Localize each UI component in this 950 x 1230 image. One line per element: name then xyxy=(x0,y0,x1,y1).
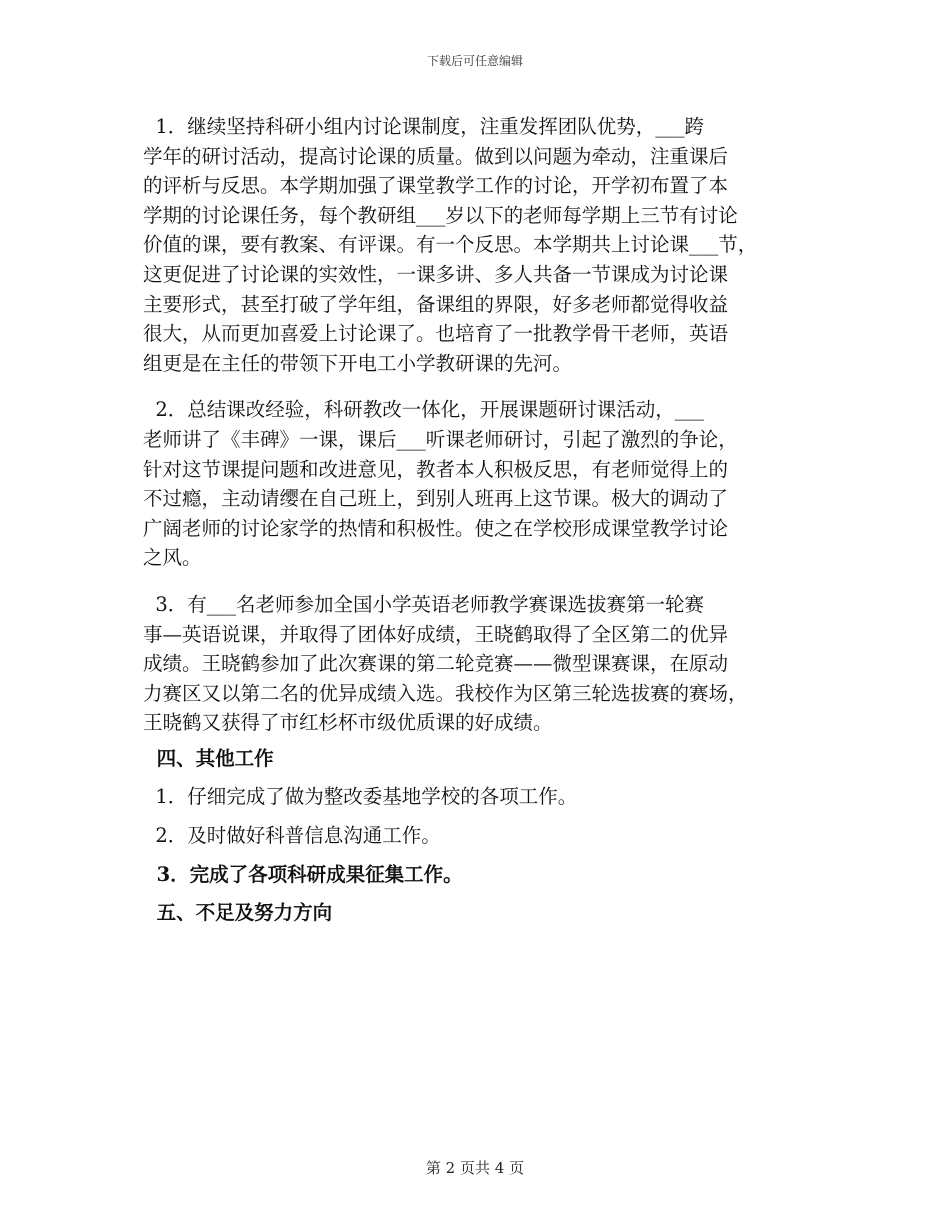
text-line: 组更是在主任的带领下开电工小学教研课的先河。 xyxy=(143,351,573,375)
text-line: 老师讲了《丰碑》一课，课后___听课老师研讨，引起了激烈的争论， xyxy=(143,427,738,451)
document-body xyxy=(143,112,815,928)
text-line: 很大，从而更加喜爱上讨论课了。也培育了一批教学骨干老师，英语 xyxy=(143,322,729,346)
text-line: 这更促进了讨论课的实效性，一课多讲、多人共备一节课成为讨论课 xyxy=(143,262,729,286)
text-line: 学期的讨论课任务，每个教研组___岁以下的老师每学期上三节有讨论 xyxy=(143,203,738,227)
text-line: 2．总结课改经验，科研教改一体化，开展课题研讨课活动，___ xyxy=(143,398,705,422)
text-line: 价值的课，要有教案、有评课。有一个反思。本学期共上讨论课___节， xyxy=(143,233,758,257)
section-heading-shortcomings: 五、不足及努力方向 xyxy=(143,901,333,925)
list-item: 3．完成了各项科研成果征集工作。 xyxy=(143,862,463,886)
spacer xyxy=(143,573,815,590)
text-line: 力赛区又以第二名的优异成绩入选。我校作为区第三轮选拔赛的赛场， xyxy=(143,681,748,705)
text-line: 3．有___名老师参加全国小学英语老师教学赛课选拔赛第一轮赛 xyxy=(143,592,705,616)
paragraph-2 xyxy=(143,395,815,573)
list-item: 2．及时做好科普信息沟通工作。 xyxy=(143,824,441,848)
text-line: 之风。 xyxy=(143,546,202,570)
page-header: 下载后可任意编辑 xyxy=(426,54,523,68)
text-line: 学年的研讨活动，提高讨论课的质量。做到以问题为牵动，注重课后 xyxy=(143,144,729,168)
text-line: 事—英语说课，并取得了团体好成绩，王晓鹤取得了全区第二的优异 xyxy=(143,622,729,646)
page-footer: 第 2 页共 4 页 xyxy=(425,1159,525,1177)
paragraph-1 xyxy=(143,112,815,378)
spacer xyxy=(143,378,815,395)
text-line: 不过瘾，主动请缨在自己班上，到别人班再上这节课。极大的调动了 xyxy=(143,487,729,511)
text-line: 主要形式，甚至打破了学年组，备课组的界限，好多老师都觉得收益 xyxy=(143,292,729,316)
text-line: 广阔老师的讨论家学的热情和积极性。使之在学校形成课堂教学讨论 xyxy=(143,516,729,540)
section-heading-other-work: 四、其他工作 xyxy=(143,746,274,770)
text-line: 成绩。王晓鹤参加了此次赛课的第二轮竞赛——微型课赛课，在原动 xyxy=(143,652,729,676)
paragraph-3 xyxy=(143,590,815,738)
text-line: 的评析与反思。本学期加强了课堂教学工作的讨论，开学初布置了本 xyxy=(143,174,729,198)
text-line: 针对这节课提问题和改进意见，教者本人积极反思，有老师觉得上的 xyxy=(143,457,729,481)
list-item: 1．仔细完成了做为整改委基地学校的各项工作。 xyxy=(143,785,578,809)
text-line: 王晓鹤又获得了市红杉杯市级优质课的好成绩。 xyxy=(143,711,553,735)
text-line: 1．继续坚持科研小组内讨论课制度，注重发挥团队优势，___跨 xyxy=(143,115,705,138)
